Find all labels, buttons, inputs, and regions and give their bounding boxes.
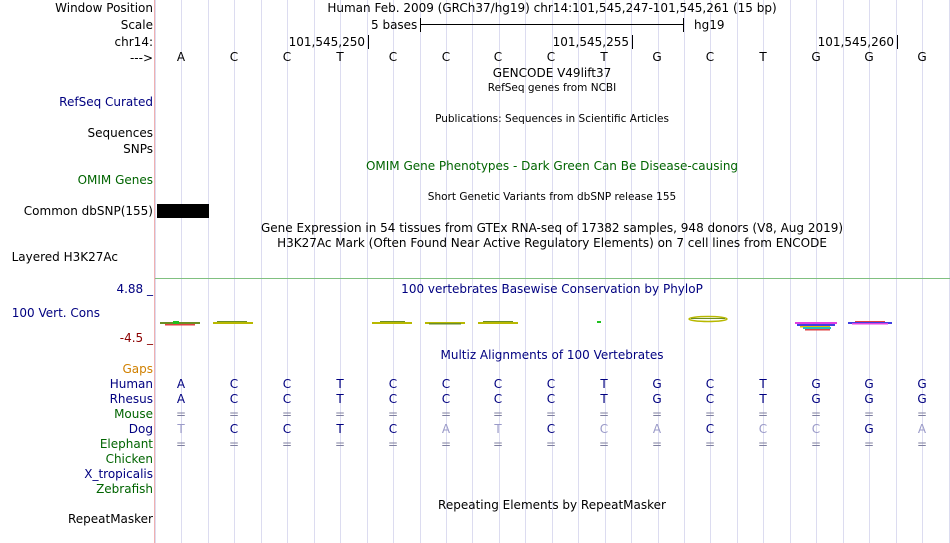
aligned-base: = <box>281 407 293 421</box>
reference-base: T <box>336 50 344 64</box>
aligned-base: G <box>652 392 662 406</box>
phylop-glyph-1 <box>160 321 200 326</box>
refseq-track-subtitle: RefSeq genes from NCBI <box>487 82 617 94</box>
chrom-label: chr14: <box>114 35 153 49</box>
aligned-base: C <box>599 422 609 436</box>
aligned-base: C <box>388 422 398 436</box>
aligned-base: T <box>759 377 767 391</box>
species-label-zebrafish[interactable]: Zebrafish <box>96 482 153 496</box>
aligned-base: C <box>705 422 715 436</box>
aligned-base: = <box>440 437 452 451</box>
aligned-base: G <box>811 377 821 391</box>
aligned-base: C <box>705 392 715 406</box>
grid-line <box>922 0 923 543</box>
species-label-mouse[interactable]: Mouse <box>114 407 153 421</box>
aligned-base: C <box>388 392 398 406</box>
track-label-h3k27ac[interactable]: Layered H3K27Ac <box>11 250 118 264</box>
phylop-glyph-4 <box>425 322 465 325</box>
h3k27ac-baseline <box>155 278 950 279</box>
aligned-base: = <box>492 407 504 421</box>
aligned-base: G <box>864 377 874 391</box>
species-label-human[interactable]: Human <box>109 377 153 391</box>
aligned-base: = <box>334 437 346 451</box>
reference-base: C <box>546 50 556 64</box>
aligned-base: T <box>336 392 344 406</box>
label-divider <box>154 0 155 543</box>
grid-line <box>340 0 341 543</box>
grid-line <box>896 0 897 543</box>
aligned-base: C <box>282 392 292 406</box>
aligned-base: = <box>651 407 663 421</box>
aligned-base: G <box>811 392 821 406</box>
reference-base: C <box>229 50 239 64</box>
aligned-base: = <box>651 437 663 451</box>
aligned-base: A <box>176 377 186 391</box>
phylop-glyph-8 <box>795 322 837 331</box>
aligned-base: = <box>863 407 875 421</box>
scale-right-text: hg19 <box>694 18 725 32</box>
reference-base: A <box>176 50 186 64</box>
aligned-base: T <box>177 422 185 436</box>
phylop-track-title[interactable]: 100 vertebrates Basewise Conservation by PhyloP <box>401 282 703 296</box>
aligned-base: C <box>546 377 556 391</box>
aligned-base: C <box>493 392 503 406</box>
reference-base: G <box>811 50 821 64</box>
grid-line <box>314 0 315 543</box>
aligned-base: = <box>545 407 557 421</box>
track-label-sequences[interactable]: Sequences <box>87 126 153 140</box>
gencode-track-title[interactable]: GENCODE V49lift37 <box>492 66 612 80</box>
scale-left-text: 5 bases <box>371 18 418 32</box>
repeatmasker-track-title[interactable]: Repeating Elements by RepeatMasker <box>438 498 666 512</box>
reference-base: G <box>652 50 662 64</box>
phylop-conservation-glyphs <box>155 312 950 334</box>
position-label-2: 101,545,255 <box>552 35 629 49</box>
phylop-glyph-9 <box>848 321 892 325</box>
aligned-base: = <box>175 407 187 421</box>
grid-line <box>790 0 791 543</box>
aligned-base: T <box>759 392 767 406</box>
aligned-base: C <box>229 392 239 406</box>
track-label-snps[interactable]: SNPs <box>123 142 153 156</box>
aligned-base: C <box>282 422 292 436</box>
aligned-base: = <box>704 437 716 451</box>
species-label-rhesus[interactable]: Rhesus <box>109 392 153 406</box>
aligned-base: C <box>229 422 239 436</box>
reference-base: C <box>493 50 503 64</box>
aligned-base: = <box>757 407 769 421</box>
grid-line <box>393 0 394 543</box>
aligned-base: = <box>228 437 240 451</box>
aligned-base: = <box>598 407 610 421</box>
position-label-3: 101,545,260 <box>817 35 894 49</box>
aligned-base: T <box>336 377 344 391</box>
aligned-base: T <box>336 422 344 436</box>
grid-line <box>446 0 447 543</box>
aligned-base: A <box>917 422 927 436</box>
grid-line <box>843 0 844 543</box>
grid-line <box>261 0 262 543</box>
species-label-dog[interactable]: Dog <box>128 422 153 436</box>
multiz-track-title[interactable]: Multiz Alignments of 100 Vertebrates <box>440 348 664 362</box>
reference-base: C <box>705 50 715 64</box>
aligned-base: T <box>600 392 608 406</box>
publications-track-title[interactable]: Publications: Sequences in Scientific Articles <box>435 113 669 125</box>
grid-line <box>367 0 368 543</box>
aligned-base: C <box>758 422 768 436</box>
species-label-chicken[interactable]: Chicken <box>105 452 153 466</box>
scale-bar <box>420 18 684 32</box>
aligned-base: = <box>916 407 928 421</box>
reference-base: T <box>759 50 767 64</box>
position-tick-1 <box>368 35 369 49</box>
aligned-base: C <box>811 422 821 436</box>
reference-base: C <box>282 50 292 64</box>
aligned-base: C <box>546 422 556 436</box>
grid-line <box>710 0 711 543</box>
aligned-base: = <box>545 437 557 451</box>
aligned-base: A <box>441 422 451 436</box>
phylop-glyph-5 <box>478 321 518 324</box>
grid-line <box>763 0 764 543</box>
aligned-base: G <box>917 377 927 391</box>
aligned-base: C <box>282 377 292 391</box>
species-label-elephant[interactable]: Elephant <box>99 437 153 451</box>
aligned-base: C <box>546 392 556 406</box>
aligned-base: = <box>334 407 346 421</box>
aligned-base: C <box>229 377 239 391</box>
aligned-base: G <box>864 422 874 436</box>
aligned-base: = <box>810 437 822 451</box>
aligned-base: C <box>388 377 398 391</box>
dbsnp-variant-feature[interactable] <box>157 204 209 218</box>
aligned-base: G <box>917 392 927 406</box>
window-position-label: Window Position <box>55 1 153 15</box>
phylop-min-label: -4.5 _ <box>119 331 153 345</box>
track-label-repeatmasker[interactable]: RepeatMasker <box>67 512 153 526</box>
grid-line <box>234 0 235 543</box>
position-label-1: 101,545,250 <box>288 35 365 49</box>
aligned-base: T <box>600 377 608 391</box>
species-label-x_tropicalis[interactable]: X_tropicalis <box>84 467 153 481</box>
grid-line <box>472 0 473 543</box>
scale-label: Scale <box>120 18 153 32</box>
aligned-base: = <box>492 437 504 451</box>
aligned-base: = <box>757 437 769 451</box>
reference-base: C <box>388 50 398 64</box>
phylop-glyph-6 <box>597 321 601 323</box>
track-label-dbsnp[interactable]: Common dbSNP(155) <box>23 204 153 218</box>
reference-base: T <box>600 50 608 64</box>
aligned-base: = <box>281 437 293 451</box>
h3k27ac-track-title[interactable]: H3K27Ac Mark (Often Found Near Active Regulatory Elements) on 7 cell lines from ENCODE <box>277 236 827 250</box>
reference-base: C <box>441 50 451 64</box>
grid-line <box>155 0 156 543</box>
track-label-gaps[interactable]: Gaps <box>122 362 153 376</box>
aligned-base: = <box>440 407 452 421</box>
aligned-base: = <box>387 407 399 421</box>
aligned-base: = <box>175 437 187 451</box>
grid-line <box>287 0 288 543</box>
aligned-base: G <box>652 377 662 391</box>
track-label-omim[interactable]: OMIM Genes <box>77 173 153 187</box>
aligned-base: A <box>176 392 186 406</box>
aligned-base: G <box>864 392 874 406</box>
window-position-text[interactable]: Human Feb. 2009 (GRCh37/hg19) chr14:101,545,247-101,545,261 (15 bp) <box>327 1 777 15</box>
aligned-base: T <box>494 422 502 436</box>
grid-line <box>420 0 421 543</box>
aligned-base: = <box>228 407 240 421</box>
grid-line <box>631 0 632 543</box>
grid-line <box>658 0 659 543</box>
aligned-base: = <box>387 437 399 451</box>
aligned-base: C <box>441 392 451 406</box>
grid-line <box>869 0 870 543</box>
grid-line <box>816 0 817 543</box>
aligned-base: = <box>863 437 875 451</box>
phylop-max-label: 4.88 _ <box>116 282 153 296</box>
grid-line <box>737 0 738 543</box>
reference-base: G <box>917 50 927 64</box>
aligned-base: A <box>652 422 662 436</box>
phylop-glyph-2 <box>213 321 253 324</box>
aligned-base: C <box>441 377 451 391</box>
track-label-refseq[interactable]: RefSeq Curated <box>59 95 153 109</box>
aligned-base: C <box>705 377 715 391</box>
reference-base: G <box>864 50 874 64</box>
aligned-base: = <box>916 437 928 451</box>
aligned-base: = <box>810 407 822 421</box>
grid-line <box>208 0 209 543</box>
track-label-conservation[interactable]: 100 Vert. Cons <box>11 306 100 320</box>
aligned-base: = <box>598 437 610 451</box>
phylop-glyph-7 <box>689 317 727 322</box>
strand-arrow-label: ---> <box>129 51 153 65</box>
position-tick-2 <box>632 35 633 49</box>
aligned-base: = <box>704 407 716 421</box>
position-tick-3 <box>897 35 898 49</box>
dbsnp-track-title[interactable]: Short Genetic Variants from dbSNP release 155 <box>427 191 677 203</box>
grid-line <box>684 0 685 543</box>
aligned-base: C <box>493 377 503 391</box>
gtex-track-title[interactable]: Gene Expression in 54 tissues from GTEx RNA-seq of 17382 samples, 948 donors (V8, Aug 2019) <box>260 221 844 235</box>
phylop-glyph-3 <box>372 321 412 324</box>
grid-line <box>181 0 182 543</box>
omim-track-title[interactable]: OMIM Gene Phenotypes - Dark Green Can Be Disease-causing <box>365 159 739 173</box>
